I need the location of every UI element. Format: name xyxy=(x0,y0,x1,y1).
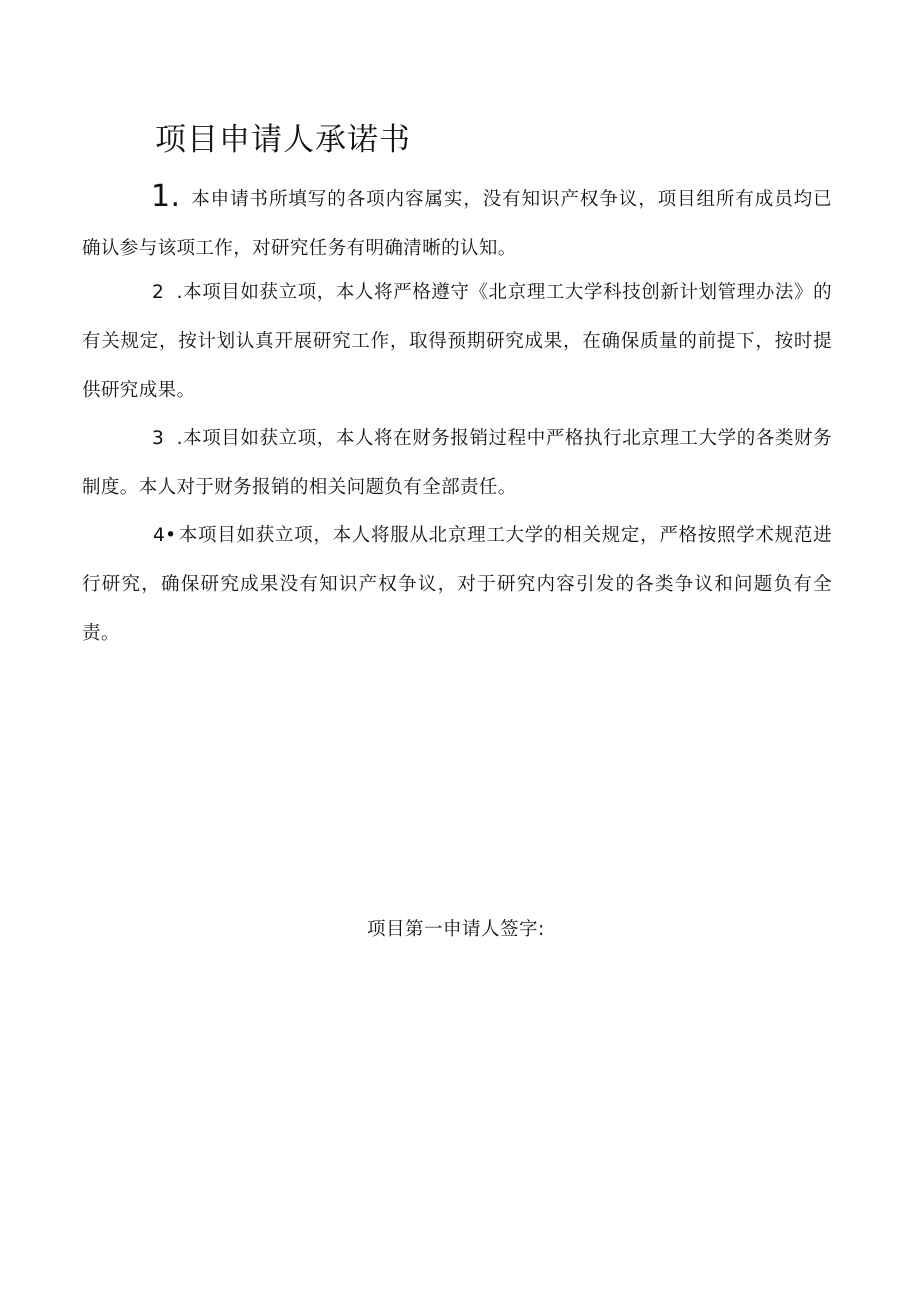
commitment-item-4 xyxy=(82,511,832,658)
item-text: .本项目如获立项，本人将严格遵守《北京理工大学科技创新计划管理办法》的有关规定，按计划认真开展研究工作，取得预期研究成果，在确保质量的前提下，按时提供研究成果。 xyxy=(82,282,832,401)
item-text: 本项目如获立项，本人将服从北京理工大学的相关规定，严格按照学术规范进行研究，确保研究成果没有知识产权争议，对于研究内容引发的各类争议和问题负有全责。 xyxy=(82,525,832,644)
commitment-item-1 xyxy=(82,172,832,273)
item-text: .本项目如获立项，本人将在财务报销过程中严格执行北京理工大学的各类财务制度。本人对于财务报销的相关问题负有全部责任。 xyxy=(82,428,832,498)
signature-label: 项目第一申请人签字: xyxy=(367,919,545,940)
item-text: 本申请书所填写的各项内容属实，没有知识产权争议，项目组所有成员均已确认参与该项工作，对研究任务有明确清晰的认知。 xyxy=(82,189,832,259)
item-number: 1. xyxy=(151,179,181,214)
item-number: 3 xyxy=(152,428,165,449)
commitment-item-2 xyxy=(82,268,832,415)
item-number: 2 xyxy=(152,282,165,303)
item-number: 4• xyxy=(153,525,177,546)
document-title: 项目申请人承诺书 xyxy=(155,122,411,158)
commitment-item-3 xyxy=(82,414,832,512)
